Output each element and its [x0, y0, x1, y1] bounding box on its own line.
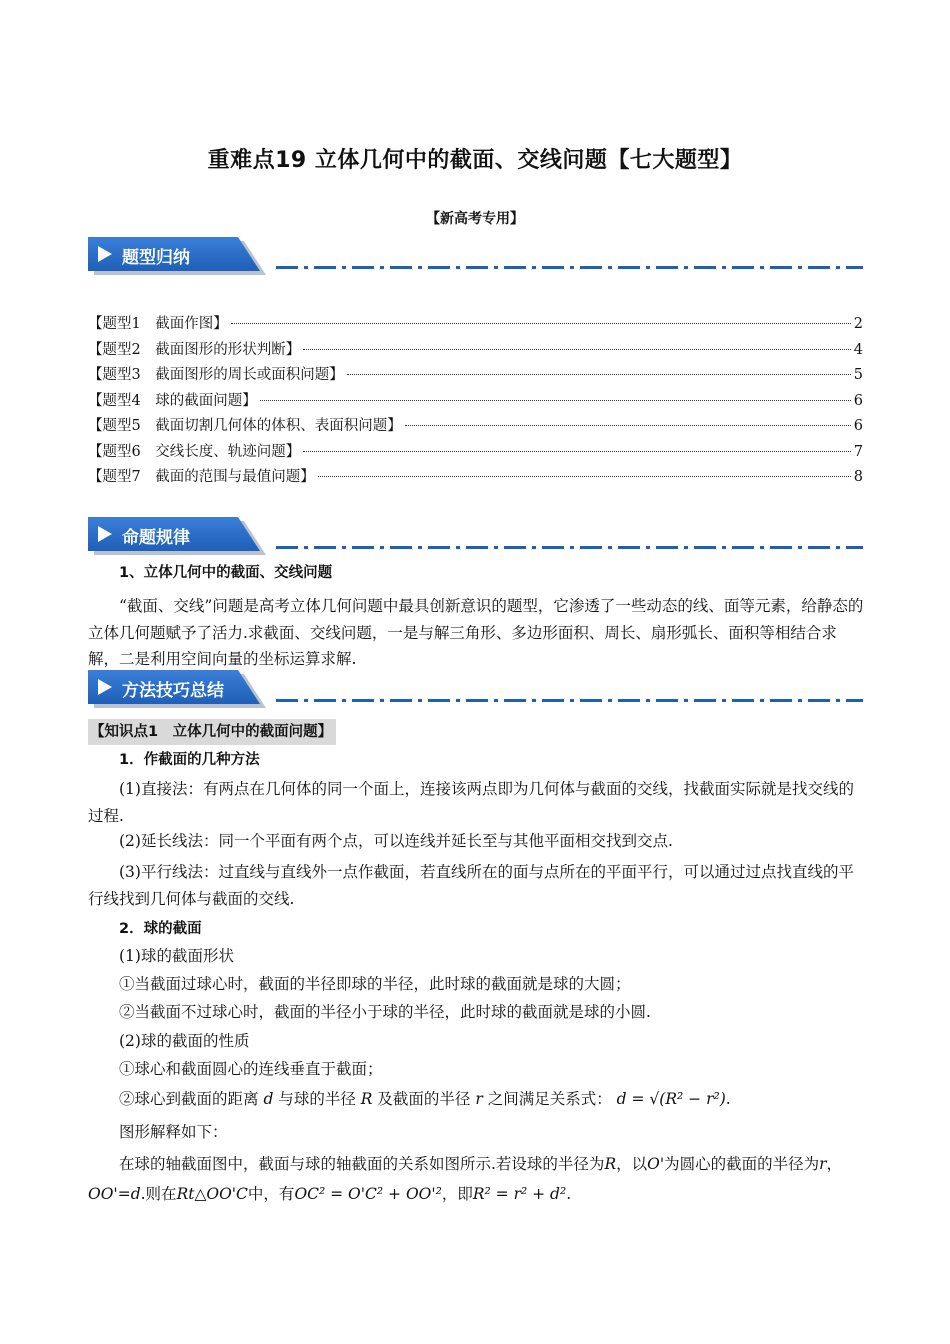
knowledge-paragraph-formula: ②球心到截面的距离 d 与球的半径 R 及截面的半径 r 之间满足关系式： d = √(R² − r²).: [119, 1090, 731, 1108]
page-subtitle: 【新高考专用】: [426, 211, 524, 227]
toc-leader-dots: [231, 323, 851, 324]
math-variable: d: [130, 1185, 141, 1203]
toc-item-page: 4: [853, 341, 863, 358]
text-segment: 及截面的半径: [377, 1090, 471, 1108]
math-variable: R: [360, 1090, 373, 1108]
text-segment: 为圆心的截面的半径为: [664, 1155, 820, 1173]
knowledge-paragraph: (1)直接法：有两点在几何体的同一个面上，连接该两点即为几何体与截面的交线，找截面实际就是找交线的过程.: [88, 780, 854, 825]
math-variable: r: [819, 1155, 827, 1173]
toc-leader-dots: [303, 451, 851, 452]
toc-leader-dots: [260, 400, 851, 401]
knowledge-heading-1: 1．作截面的几种方法: [119, 752, 260, 768]
toc-item-page: 6: [853, 418, 863, 434]
play-arrow-icon: [98, 526, 112, 542]
toc-item[interactable]: [88, 312, 863, 338]
toc-item[interactable]: [88, 338, 863, 364]
toc-item-label: 【题型7 截面的范围与最值问题】: [88, 469, 315, 485]
knowledge-point-tag: 【知识点1 立体几何中的截面问题】: [88, 719, 336, 745]
text-segment: ②球心到截面的距离: [119, 1090, 259, 1108]
toc-item[interactable]: [88, 363, 863, 389]
text-segment: ，以: [616, 1155, 648, 1173]
toc-item-label: 【题型3 截面图形的周长或面积问题】: [88, 367, 344, 383]
play-arrow-icon: [98, 679, 112, 695]
banner-label: 方法技巧总结: [122, 681, 224, 701]
rule-body: “截面、交线”问题是高考立体几何问题中最具创新意识的题型，它渗透了一些动态的线、面等元素，给静态的立体几何题赋予了活力.求截面、交线问题，一是与解三角形、多边形面积、周长、扇形弧长、面积等相结合求解，二是利用空间向量的坐标运算求解.: [88, 597, 864, 668]
knowledge-paragraph: ①当截面过球心时，截面的半径即球的半径，此时球的截面就是球的大圆；: [119, 975, 631, 993]
toc-item-page: 6: [853, 392, 863, 409]
text-segment: ，即: [441, 1185, 473, 1203]
toc-leader-dots: [347, 374, 851, 375]
knowledge-paragraph: (1)球的截面形状: [119, 947, 234, 965]
knowledge-paragraph: 图形解释如下：: [119, 1123, 228, 1141]
text-segment: .则在: [140, 1185, 177, 1203]
table-of-contents: [88, 312, 863, 491]
toc-item-page: 5: [853, 367, 863, 383]
math-variable: Rt△OO'C: [176, 1185, 248, 1203]
math-variable: OO': [88, 1185, 118, 1203]
knowledge-paragraph: ②当截面不过球心时，截面的半径小于球的半径，此时球的截面就是球的小圆.: [119, 1003, 651, 1021]
toc-item-label: 【题型6 交线长度、轨迹问题】: [88, 443, 301, 460]
math-variable: r: [475, 1090, 483, 1108]
text-segment: 在球的轴截面图中，截面与球的轴截面的关系如图所示.若设球的半径为: [119, 1155, 605, 1173]
banner-dash-line: [276, 266, 863, 269]
toc-item-page: 8: [853, 469, 863, 485]
banner-dash-line: [276, 699, 863, 702]
knowledge-paragraph: (2)球的截面的性质: [119, 1032, 250, 1050]
toc-item[interactable]: [88, 389, 863, 415]
text-segment: =: [117, 1185, 131, 1203]
section-banner-rules: [88, 517, 863, 557]
text-segment: 与球的半径: [278, 1090, 356, 1108]
section-banner-types: [88, 237, 863, 277]
knowledge-paragraph-figure: 在球的轴截面图中，截面与球的轴截面的关系如图所示.若设球的半径为R，以O'为圆心的截面的半径为r，OO'=d.则在Rt△OO'C中，有OC² = O'C² + OO'²，即R² = r² + d².: [88, 1155, 843, 1203]
toc-item[interactable]: [88, 440, 863, 466]
toc-leader-dots: [303, 349, 851, 350]
toc-item-page: 2: [853, 316, 863, 332]
banner-dash-line: [276, 546, 863, 549]
page-title: 重难点19 立体几何中的截面、交线问题【七大题型】: [207, 148, 743, 173]
banner-label: 命题规律: [122, 528, 190, 548]
math-variable: O': [647, 1155, 665, 1173]
toc-item[interactable]: [88, 414, 863, 440]
toc-leader-dots: [318, 476, 851, 477]
text-segment: 之间满足关系式：: [487, 1090, 612, 1108]
math-formula: R² = r² + d²: [472, 1185, 567, 1203]
math-formula: OC² = O'C² + OO'²: [294, 1185, 442, 1203]
toc-item-page: 7: [853, 443, 863, 460]
toc-item-label: 【题型2 截面图形的形状判断】: [88, 341, 301, 358]
section-banner-methods: [88, 670, 863, 710]
math-variable: R: [604, 1155, 617, 1173]
knowledge-paragraph: (3)平行线法：过直线与直线外一点作截面，若直线所在的面与点所在的平面平行，可以通过过点找直线的平行线找到几何体与截面的交线.: [88, 863, 854, 908]
toc-item[interactable]: [88, 465, 863, 491]
toc-item-label: 【题型5 截面切割几何体的体积、表面积问题】: [88, 418, 402, 434]
toc-item-label: 【题型1 截面作图】: [88, 316, 228, 332]
knowledge-heading-2: 2．球的截面: [119, 921, 202, 937]
knowledge-paragraph: (2)延长线法：同一个平面有两个点，可以连线并延长至与其他平面相交找到交点.: [119, 832, 673, 850]
toc-leader-dots: [405, 425, 851, 426]
math-formula: d = √(R² − r²): [616, 1090, 726, 1108]
text-segment: 中，有: [247, 1185, 295, 1203]
play-arrow-icon: [98, 246, 112, 262]
banner-label: 题型归纳: [122, 248, 190, 268]
rule-heading: 1、立体几何中的截面、交线问题: [119, 565, 333, 581]
knowledge-paragraph: ①球心和截面圆心的连线垂直于截面；: [119, 1060, 383, 1078]
text-segment: ，: [826, 1155, 843, 1173]
math-variable: d: [263, 1090, 274, 1108]
toc-item-label: 【题型4 球的截面问题】: [88, 392, 257, 409]
